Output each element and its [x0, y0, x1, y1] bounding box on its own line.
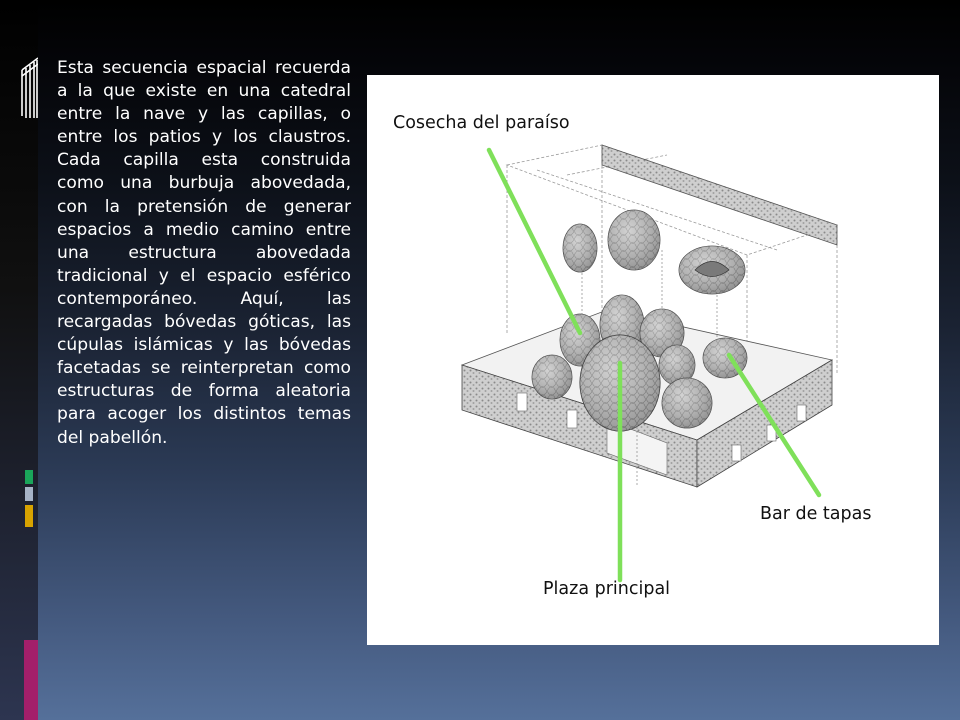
label-bar-de-tapas: Bar de tapas — [760, 504, 872, 524]
figure-panel — [367, 75, 939, 645]
label-plaza-principal: Plaza principal — [543, 579, 671, 599]
pavilion-axonometric-image — [367, 75, 939, 645]
accent-square-green — [25, 470, 33, 484]
decorative-lines-icon — [0, 56, 38, 120]
accent-square-gold — [25, 505, 33, 527]
accent-square-gray — [25, 487, 33, 501]
label-cosecha-del-paraiso: Cosecha del paraíso — [393, 113, 570, 133]
body-text: Esta secuencia espacial recuerda a la que existe en una catedral entre la nave y las capillas, o entre los patios y los claustros. Cada capilla esta construida como una burbuja abovedada, con la pretensión de generar espacios a medio camino entre una estructura abovedada tradicional y el espacio esférico contemporáneo. Aquí, las recargadas bóvedas góticas, las cúpulas islámicas y las bóvedas facetadas se reinterpretan como estructuras de forma aleatoria para acoger los distintos temas del pabellón. — [57, 58, 351, 448]
accent-bar-magenta — [24, 640, 38, 720]
